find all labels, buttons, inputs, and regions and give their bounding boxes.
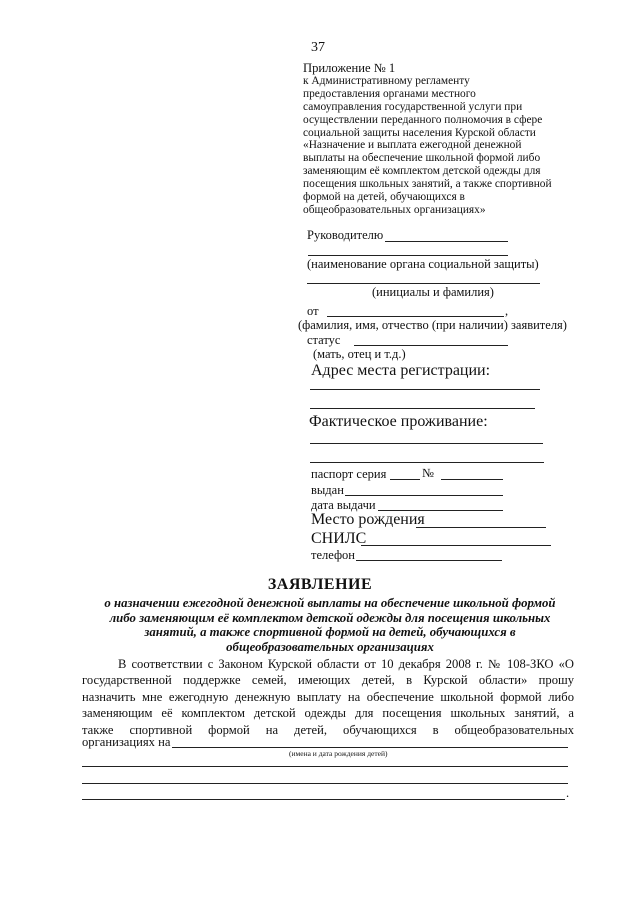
subtitle-line: о назначении ежегодной денежной выплаты на обеспечение школьной формой — [104, 596, 556, 610]
passport-number-sign: № — [422, 466, 434, 480]
children-caption: (имена и дата рождения детей) — [289, 749, 388, 758]
head-name-field[interactable] — [385, 241, 508, 242]
passport-number-field[interactable] — [441, 479, 503, 480]
authority-field[interactable] — [308, 255, 508, 256]
body-line: заменяющим её комплектом детской одежды для посещения школьных занятий, а — [82, 706, 574, 721]
status-label: статус — [307, 333, 341, 347]
applicant-caption: (фамилия, имя, отчество (при наличии) заявителя) — [298, 318, 567, 332]
body-last-line: организациях на — [82, 735, 171, 749]
issue-date-label: дата выдачи — [311, 498, 376, 512]
actual-residence-label: Фактическое проживание: — [309, 413, 488, 430]
actual-residence-field-1[interactable] — [310, 443, 543, 444]
birthplace-label: Место рождения — [311, 511, 425, 528]
annex-line: осуществлении переданного полномочия в сфере — [303, 113, 543, 126]
annex-line: общеобразовательных организациях» — [303, 203, 486, 216]
annex-line: выплаты на обеспечение школьной формой либо — [303, 152, 541, 165]
phone-field[interactable] — [356, 560, 502, 561]
to-head-label: Руководителю — [307, 228, 384, 242]
annex-line: формой на детей, обучающихся в — [303, 191, 465, 204]
subtitle-line: занятий, а также спортивной формой на детей, обучающихся в — [144, 625, 516, 640]
phone-label: телефон — [311, 548, 355, 562]
subtitle-line: общеобразовательных организациях — [226, 639, 434, 654]
snils-label: СНИЛС — [311, 530, 367, 547]
statement-body — [82, 656, 574, 738]
children-field-line-3[interactable] — [82, 783, 568, 784]
children-field-line-4[interactable] — [82, 799, 565, 800]
body-line: В соответствии с Законом Курской области от 10 декабря 2008 г. № 108-ЗКО «О — [118, 657, 574, 671]
annex-line: посещения школьных занятий, а также спортивной — [303, 178, 552, 191]
status-field[interactable] — [354, 345, 508, 346]
registration-address-field-1[interactable] — [310, 389, 540, 390]
children-field-line-2[interactable] — [82, 766, 568, 767]
annex-line: социальной защиты населения Курской области — [303, 126, 536, 139]
passport-series-label: паспорт серия — [311, 467, 387, 481]
annex-line: предоставления органами местного — [303, 87, 476, 100]
registration-address-label: Адрес места регистрации: — [311, 362, 491, 379]
passport-series-field[interactable] — [390, 479, 420, 480]
snils-field[interactable] — [361, 545, 551, 546]
body-line: назначить мне ежегодную денежную выплату на обеспечение школьной формой либо — [82, 689, 574, 704]
status-caption: (мать, отец и т.д.) — [313, 347, 406, 361]
children-names-field[interactable] — [172, 747, 568, 748]
statement-subtitle — [86, 596, 574, 654]
head-initials-field[interactable] — [307, 283, 540, 284]
issued-by-label: выдан — [311, 483, 344, 497]
from-comma: , — [505, 304, 509, 318]
annex-line: «Назначение и выплата ежегодной денежной — [303, 139, 522, 152]
annex-block — [303, 62, 573, 217]
from-label: от — [307, 304, 319, 318]
annex-line: самоуправления государственной услуги при — [303, 100, 523, 113]
annex-line: заменяющим её комплектом детской одежды для — [303, 165, 541, 178]
registration-address-field-2[interactable] — [310, 408, 535, 409]
birthplace-field[interactable] — [416, 527, 546, 528]
actual-residence-field-2[interactable] — [310, 462, 544, 463]
end-period: . — [566, 786, 570, 800]
issued-by-field[interactable] — [345, 495, 503, 496]
initials-caption: (инициалы и фамилия) — [372, 285, 494, 299]
subtitle-line: либо заменяющим её комплектом детской одежды для посещения школьных — [109, 610, 551, 625]
statement-title: ЗАЯВЛЕНИЕ — [267, 576, 373, 593]
body-line: государственной поддержке семей, имеющих детей, в Курской области» прошу — [82, 673, 574, 688]
applicant-name-field[interactable] — [327, 316, 504, 317]
body-line: также спортивной формой на детей, обучающихся в общеобразовательных — [82, 722, 574, 737]
page-number: 37 — [311, 40, 325, 55]
annex-line: к Административному регламенту — [303, 74, 470, 87]
annex-line: Приложение № 1 — [303, 61, 396, 75]
authority-caption: (наименование органа социальной защиты) — [307, 257, 539, 271]
